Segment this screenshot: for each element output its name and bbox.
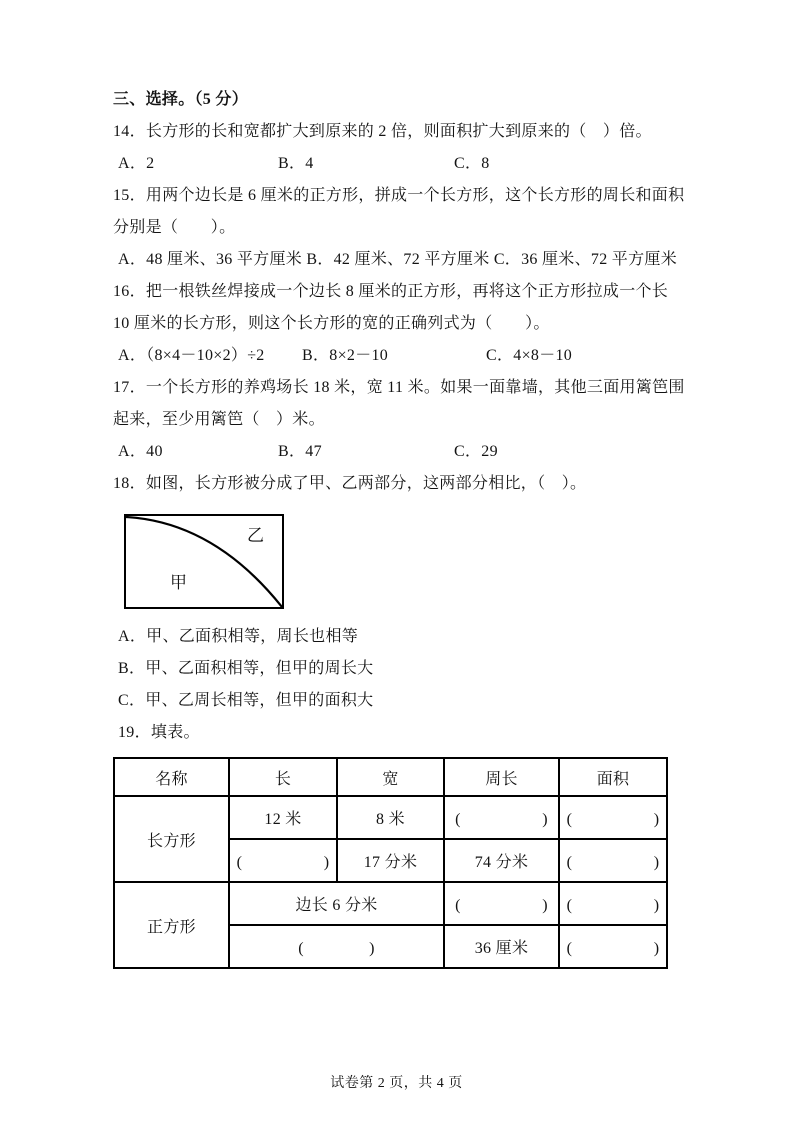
q16-option-c: C．4×8－10 xyxy=(486,347,573,364)
cell-r2-length-blank: ( ) xyxy=(229,839,337,882)
cell-r3-area-blank: ( ) xyxy=(559,882,667,925)
question-14-text: 14．长方形的长和宽都扩大到原来的 2 倍，则面积扩大到原来的（ ）倍。 xyxy=(113,123,652,140)
cell-r1-perimeter-blank: ( ) xyxy=(444,796,559,839)
header-width: 宽 xyxy=(337,758,444,796)
cell-r4-side-blank: ( ) xyxy=(229,925,444,968)
q16-option-b: B．8×2－10 xyxy=(302,347,389,364)
table-row xyxy=(114,882,667,925)
cell-r4-area-blank: ( ) xyxy=(559,925,667,968)
question-16-text-line1: 16．把一根铁丝焊接成一个边长 8 厘米的正方形，再将这个正方形拉成一个长 xyxy=(113,283,669,300)
q14-option-c: C．8 xyxy=(454,155,490,172)
q18-option-b: B．甲、乙面积相等，但甲的周长大 xyxy=(118,660,374,677)
cell-r1-length: 12 米 xyxy=(229,796,337,839)
fill-in-table xyxy=(113,757,668,969)
q17-option-a: A．40 xyxy=(118,443,163,460)
cell-r1-area-blank: ( ) xyxy=(559,796,667,839)
region-label-jia: 甲 xyxy=(170,573,187,592)
q18-option-a: A．甲、乙面积相等，周长也相等 xyxy=(118,628,359,645)
question-14-options xyxy=(113,148,681,180)
section-title: 三、选择。（5 分） xyxy=(113,91,249,108)
header-length: 长 xyxy=(229,758,337,796)
table-row xyxy=(114,796,667,839)
cell-r2-perimeter: 74 分米 xyxy=(444,839,559,882)
q18-option-c: C．甲、乙周长相等，但甲的面积大 xyxy=(118,692,374,709)
q17-option-c: C．29 xyxy=(454,443,498,460)
question-15-text-line1: 15．用两个边长是 6 厘米的正方形，拼成一个长方形，这个长方形的周长和面积 xyxy=(113,187,685,204)
question-15-text-line2: 分别是（ ）。 xyxy=(113,219,236,236)
q14-option-a: A．2 xyxy=(118,155,155,172)
cell-r2-width: 17 分米 xyxy=(337,839,444,882)
cell-r2-area-blank: ( ) xyxy=(559,839,667,882)
question-18-figure-rectangle xyxy=(124,514,284,609)
cell-r1-width: 8 米 xyxy=(337,796,444,839)
question-16-options xyxy=(113,340,681,372)
row-group-rectangle: 长方形 xyxy=(114,796,229,882)
cell-r3-side: 边长 6 分米 xyxy=(229,882,444,925)
cell-r4-perimeter: 36 厘米 xyxy=(444,925,559,968)
q16-option-a: A．（8×4－10×2）÷2 xyxy=(118,347,265,364)
region-label-yi: 乙 xyxy=(247,526,264,545)
row-group-square: 正方形 xyxy=(114,882,229,968)
table-header-row xyxy=(114,758,667,796)
header-name: 名称 xyxy=(114,758,229,796)
question-15-options: A．48 厘米、36 平方厘米 B．42 厘米、72 平方厘米 C．36 厘米、72 平方厘米 xyxy=(118,251,677,268)
exam-content xyxy=(113,84,685,969)
question-17-text-line2: 起来，至少用篱笆（ ）米。 xyxy=(113,411,325,428)
cell-r3-perimeter-blank: ( ) xyxy=(444,882,559,925)
header-area: 面积 xyxy=(559,758,667,796)
q14-option-b: B．4 xyxy=(278,155,314,172)
question-17-text-line1: 17．一个长方形的养鸡场长 18 米，宽 11 米。如果一面靠墙，其他三面用篱笆围 xyxy=(113,379,685,396)
q17-option-b: B．47 xyxy=(278,443,322,460)
question-18-text: 18．如图，长方形被分成了甲、乙两部分，这两部分相比，（ ）。 xyxy=(113,475,587,492)
question-17-options xyxy=(113,436,681,468)
question-16-text-line2: 10 厘米的长方形，则这个长方形的宽的正确列式为（ ）。 xyxy=(113,315,550,332)
header-perimeter: 周长 xyxy=(444,758,559,796)
footer-page-indicator: 试卷第 2 页，共 4 页 xyxy=(330,1076,463,1091)
question-19-text: 19．填表。 xyxy=(118,724,200,741)
